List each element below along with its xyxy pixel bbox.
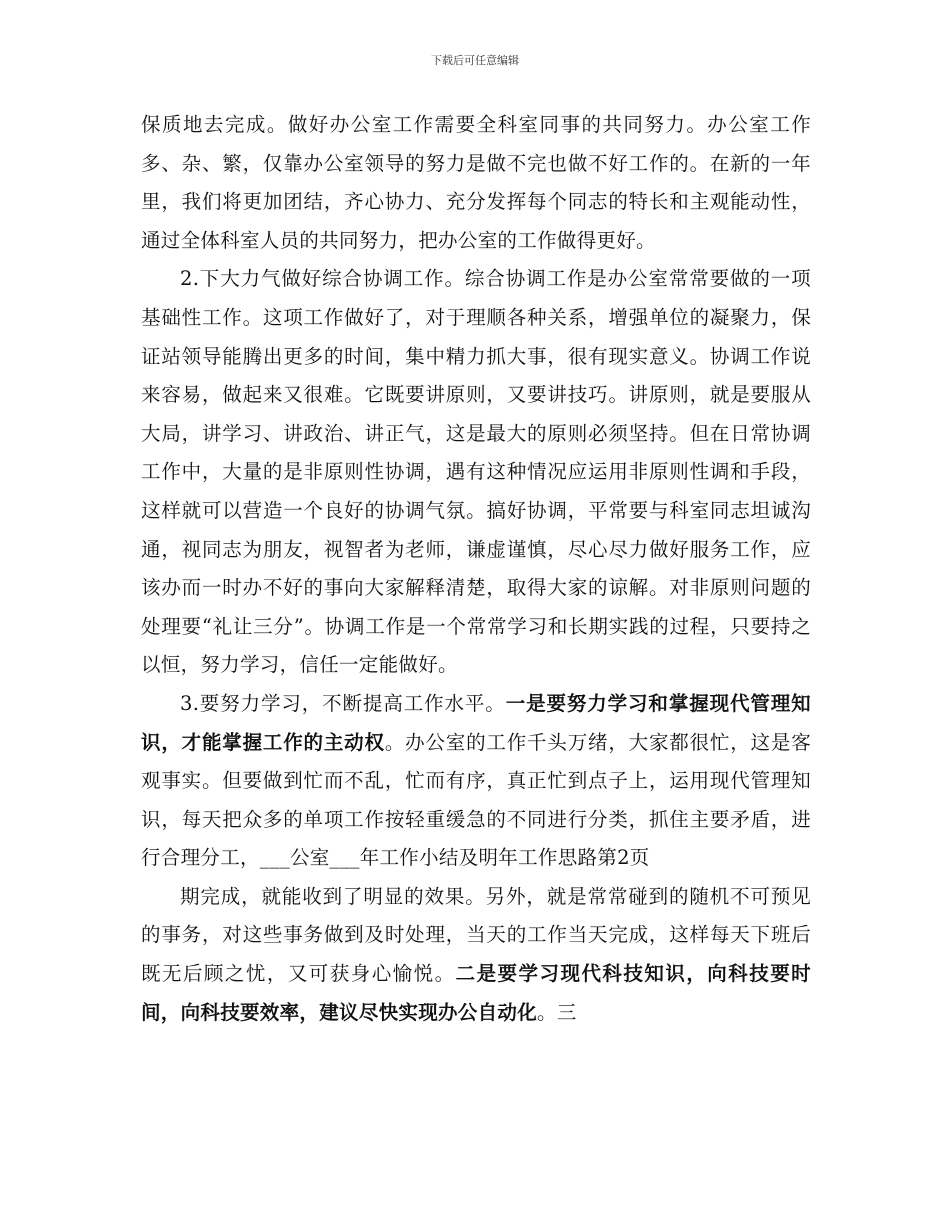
paragraph-text: 期完成，就能收到了明显的效果。另外，就是常常碰到的随机不可预见的事务，对这些事务做到及时处理，当天的工作当天完成，这样每天下班后既无后顾之忧，又可获身心愉悦。 [141, 884, 811, 986]
paragraph-1 [141, 106, 811, 260]
paragraph-text: 保质地去完成。做好办公室工作需要全科室同事的共同努力。办公室工作多、杂、繁，仅靠办公室领导的努力是做不完也做不好工作的。在新的一年里，我们将更加团结，齐心协力、充分发挥每个同志的特长和主观能动性，通过全体科室人员的共同努力，把办公室的工作做得更好。 [141, 113, 811, 252]
page-header: 下载后可任意编辑 [431, 54, 519, 67]
paragraph-2 [141, 260, 811, 685]
bold-emphasis: 二是要学习现代科技知识，向科技要时间，向科技要效率，建议尽快实现办公自动化 [141, 962, 811, 1024]
bold-emphasis: 一是要努力学习和掌握现代管理知识，才能掌握工作的主动权 [141, 691, 811, 754]
paragraph-3 [141, 685, 811, 878]
paragraph-text: 3.要努力学习，不断提高工作水平。 [180, 691, 506, 715]
paragraph-4 [141, 878, 811, 1032]
paragraph-text: 2.下大力气做好综合协调工作。综合协调工作是办公室常常要做的一项基础性工作。这项工作做好了，对于理顺各种关系，增强单位的凝聚力，保证站领导能腾出更多的时间，集中精力抓大事，很有现实意义。协调工作说来容易，做起来又很难。它既要讲原则，又要讲技巧。讲原则，就是要服从大局，讲学习、讲政治、讲正气，这是最大的原则必须坚持。但在日常协调工作中，大量的是非原则性协调，遇有这种情况应运用非原则性调和手段，这样就可以营造一个良好的协调气氛。搞好协调，平常要与科室同志坦诚沟通，视同志为朋友，视智者为老师，谦虚谨慎，尽心尽力做好服务工作，应该办而一时办不好的事向大家解释清楚，取得大家的谅解。对非原则问题的处理要“礼让三分”。协调工作是一个常常学习和长期实践的过程，只要持之以恒，努力学习，信任一定能做好。 [141, 267, 811, 677]
paragraph-text: 。办公室的工作千头万绪，大家都很忙，这是客观事实。但要做到忙而不乱，忙而有序，真正忙到点子上，运用现代管理知识，每天把众多的单项工作按轻重缓急的不同进行分类，抓住主要矛盾，进行合理分工，___公室___年工作小结及明年工作思路第2页 [141, 730, 811, 870]
paragraph-text: 。三 [537, 1000, 577, 1024]
document-body [141, 106, 811, 1032]
